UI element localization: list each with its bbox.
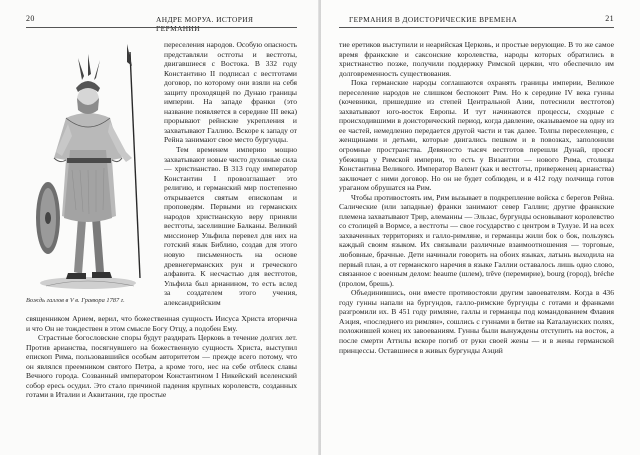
left-page	[0, 0, 319, 455]
gallic-chief-engraving	[26, 40, 158, 295]
left-running-title: АНДРЕ МОРУА. ИСТОРИЯ ГЕРМАНИИ	[156, 15, 254, 33]
right-header-rule	[339, 27, 614, 28]
right-running-title: ГЕРМАНИЯ В ДОИСТОРИЧЕСКИЕ ВРЕМЕНА	[349, 15, 518, 24]
paragraph: тие еретиков выступили и неарийская Церковь, и простые верующие. В то же самое время франкские и саксонские королевства, народы которых обратились в христианство позже, получили поддержку Римской церкви, что обеспечило им долговременность существования.	[339, 40, 614, 78]
paragraph: переселения народов. Особую опасность представляли остготы и вестготы, двигавшиеся с Востока. В 332 году Константино II подписал с вестготами договор, по которому они взяли на себя защиту проходящей по Дунаю границы империи. На западе франки (это название появляется в середине III века) прорывают рейнские укрепления и захватывают Галлию. Вскоре к западу от Рейна занимают свое место бургунды.	[164, 40, 297, 145]
right-page-header	[339, 14, 614, 26]
paragraph: Объединившись, они вместе противостояли другим завоевателям. Когда в 436 году гунны напали на бургундов, галло-римские бургунды с готами и франками разгромили их. В 451 году римляне, галлы и германцы под командованием Флавия Аэция, «последнего из римлян», сошлись с гуннами в битве на Каталаунских полях, положившей конец их завоеваниям. Гунны были вынуждены отступить на восток, а после смерти Аттилы вскоре погиб от руки своей жены — и в жены германской принцессы. Оставшиеся в живых бургунды Аэций	[339, 288, 614, 355]
paragraph: Тем временем империю мощно захватывают новые чисто духовные сила — христианство. В 313 году император Константин I провозглашает это религию, и германский мир постепенно открывается святым епископам и проповедям. Первыми из германских народов христианскую веру приняли вестготы, заселившие Балканы. Великий миссионер Ульфила перевел для них на готский язык Библию, создав для этого новую письменность на основе древнегерманских рун и греческого алфавита. К несчастью для вестготов, Ульфила был арианином, то есть вслед за создателем этого учения, александрийским	[164, 145, 297, 307]
right-page-number: 21	[605, 14, 614, 23]
left-column-text	[164, 40, 297, 352]
left-full-width-text	[26, 314, 297, 452]
paragraph: священником Арием, верил, что божественная сущность Иисуса Христа вторична и что Он не тождествен в этом смысле Богу Отцу, а подобен Ему.	[26, 314, 297, 333]
figure-caption: Вождь галлов в V в. Гравюра 1787 г.	[26, 297, 125, 304]
left-page-header	[26, 14, 297, 33]
left-header-rule	[26, 27, 297, 28]
paragraph: Страстные богословские споры будут раздирать Церковь в течение долгих лет. Против арианства, посягнувшего на божественную сущность Христа, выступил епископ Рима, пользовавшийся особым авторитетом — прежде всего потому, что он являлся преемником святого Петра, а кроме того, нес на себе отблеск славы Вечного города. Созванный императором Константином I Никейский вселенский собор ересь осудил. Это стало причиной падения крупных королевств, созданных готами в Италии и Аквитании, где простые	[26, 333, 297, 400]
left-page-number: 20	[26, 14, 35, 23]
right-column-text	[339, 40, 614, 452]
paragraph: Чтобы противостоять им, Рим вызывает в подкрепление войска с берегов Рейна. Салические (или западные) франки занимают север Галлии; другие франкские племена захватывают Трир, алеманны — Эльзас, бургунды основывают королевство со столицей в Вормсе, а вестготы — свое государство с центром в Тулузе. И на всех захваченных территориях и галло-римляне, и германцы жили бок о бок, пользуясь каждый своим языком. Их связывали различные взаимоотношения — торговые, любовные, брачные. Дети начинали говорить на обоих языках, латынь выходила на первый план, а от германского наречия в языке Галлии оставалось лишь одно слово, связанное с военным делом: heaume (шлем), trêve (перемирие), bourg (город), bréche (пролом, брешь).	[339, 192, 614, 288]
right-page	[321, 0, 640, 455]
paragraph: Пока германские народы соглашаются охранять границы империи, Великое переселение народов не слишком беспокоит Рим. Но к середине IV века гунны (кочевники, пришедшие из степей Центральной Азии, потеснили вестготов) захватывают юго-восток Европы. И тут начинаются процессы, сходные с происходившими в доисторический период, когда давление, оказываемое на одну из ее частей, немедленно передается другой части и так далее. Толпы переселенцев, с женщинами и детьми, которые двигались пешком и в повозках, заполонили огромные пространства. Девяносто тысяч вестготов перешли Дунай, просят убежища у Римской империи, то есть у Византии — нового Рима, столицы Константина Великого. Император Валент (как и вестготы, приверженец арианства) заключает с ними договор. Но он не будет соблюден, и в 412 году полчища готов ураганом обрушатся на Рим.	[339, 78, 614, 193]
engraving-illustration	[26, 40, 158, 295]
